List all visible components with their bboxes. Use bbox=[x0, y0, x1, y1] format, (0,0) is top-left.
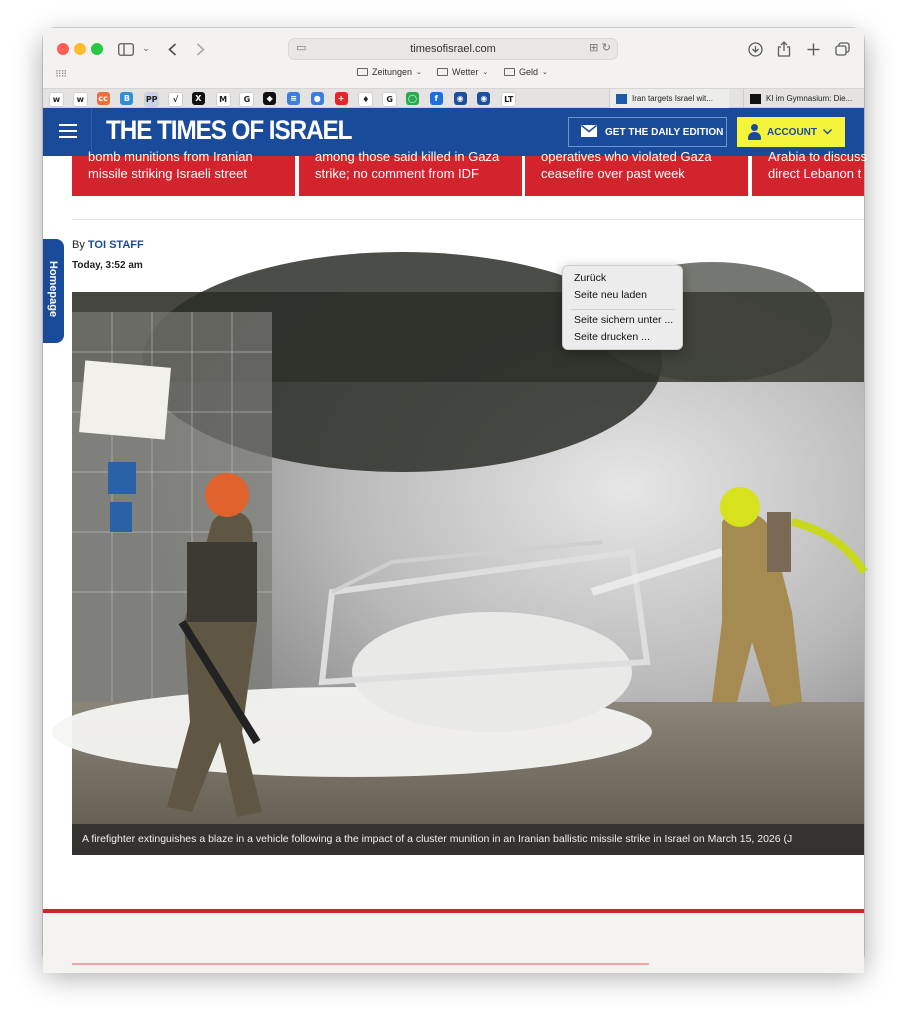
times-of-israel-favicon bbox=[616, 94, 627, 104]
headline-line: bomb munitions from Iranian bbox=[88, 149, 253, 164]
bookmark-label: Wetter bbox=[452, 67, 479, 77]
browser-window bbox=[43, 28, 867, 966]
minimize-window-button[interactable] bbox=[74, 43, 86, 55]
pinned-tab-favicon[interactable]: M bbox=[216, 92, 231, 107]
account-button[interactable] bbox=[737, 117, 845, 147]
chevron-down-icon[interactable]: ⌄ bbox=[142, 44, 150, 54]
pinned-tab-favicon[interactable]: w bbox=[73, 92, 88, 107]
caption-bar bbox=[72, 824, 864, 855]
page-footer bbox=[43, 913, 864, 973]
pinned-tab-favicon[interactable]: ♦ bbox=[358, 92, 373, 107]
menu-icon[interactable] bbox=[59, 124, 77, 138]
byline-prefix: By bbox=[72, 239, 85, 251]
daily-edition-label: GET THE DAILY EDITION bbox=[605, 126, 724, 138]
pinned-tab-favicon[interactable]: LT bbox=[501, 92, 516, 107]
site-logo[interactable]: THE TIMES OF ISRAEL bbox=[106, 115, 352, 145]
article-photo bbox=[72, 292, 864, 855]
headline-line: strike; no comment from IDF bbox=[315, 166, 479, 181]
new-tab-icon[interactable] bbox=[805, 38, 821, 60]
homepage-label: Homepage bbox=[47, 260, 59, 318]
bookmarks-bar bbox=[43, 64, 864, 84]
translate-reload-icon[interactable]: ⊞ ↻ bbox=[589, 41, 611, 54]
bookmark-folder-zeitungen[interactable] bbox=[357, 67, 422, 77]
address-bar[interactable] bbox=[288, 38, 618, 60]
pinned-tab-favicon[interactable]: ≡ bbox=[287, 92, 300, 105]
pinned-tab-favicon[interactable]: ◯ bbox=[406, 92, 419, 105]
url-text: timesofisrael.com bbox=[410, 43, 496, 55]
download-icon[interactable] bbox=[747, 38, 763, 60]
headline-card[interactable] bbox=[299, 149, 522, 196]
nzz-favicon bbox=[750, 94, 761, 104]
context-menu bbox=[562, 265, 683, 350]
photo-illustration bbox=[72, 292, 864, 855]
pinned-tab-favicon[interactable]: ● bbox=[311, 92, 324, 105]
headline-card[interactable] bbox=[525, 149, 748, 196]
footer-accent-line bbox=[72, 963, 649, 965]
chevron-down-icon: ⌄ bbox=[482, 69, 489, 76]
headline-line: among those said killed in Gaza bbox=[315, 149, 500, 164]
bookmark-label: Zeitungen bbox=[372, 67, 413, 77]
context-item-back[interactable]: Zurück bbox=[574, 272, 607, 284]
daily-edition-button[interactable] bbox=[568, 117, 727, 147]
share-icon[interactable] bbox=[776, 38, 792, 60]
chevron-down-icon: ⌄ bbox=[416, 69, 422, 76]
zoom-window-button[interactable] bbox=[91, 43, 103, 55]
headline-line: Arabia to discuss bbox=[768, 149, 867, 164]
headline-card[interactable] bbox=[72, 149, 295, 196]
back-button[interactable] bbox=[165, 38, 179, 60]
tab-label: Iran targets Israel wit... bbox=[632, 94, 713, 103]
close-window-button[interactable] bbox=[57, 43, 69, 55]
browser-toolbar bbox=[43, 28, 864, 88]
pinned-tab-favicon[interactable]: √ bbox=[168, 92, 183, 107]
pinned-tab-favicon[interactable]: ◆ bbox=[263, 92, 276, 105]
pinned-tab-favicon[interactable]: w bbox=[49, 92, 64, 107]
divider bbox=[72, 219, 864, 220]
folder-icon bbox=[437, 68, 448, 76]
tab-label: KI im Gymnasium: Die... bbox=[766, 94, 853, 103]
pinned-tab-favicon[interactable]: ◉ bbox=[454, 92, 467, 105]
bookmark-folder-wetter[interactable] bbox=[437, 67, 488, 77]
bookmark-label: Geld bbox=[519, 67, 539, 77]
pinned-tab-favicon[interactable]: B bbox=[120, 92, 133, 105]
bookmark-folder-geld[interactable] bbox=[504, 67, 548, 77]
pinned-tab-favicon[interactable]: ◉ bbox=[477, 92, 490, 105]
chevron-down-icon: ⌄ bbox=[542, 69, 548, 76]
headline-card[interactable] bbox=[752, 149, 867, 196]
context-separator bbox=[571, 309, 675, 310]
pinned-tab-favicon[interactable]: cc bbox=[98, 94, 108, 103]
chevron-down-icon bbox=[823, 127, 832, 138]
headline-line: operatives who violated Gaza bbox=[541, 149, 712, 164]
account-label: ACCOUNT bbox=[767, 126, 817, 138]
pinned-tab-favicon[interactable]: X bbox=[192, 92, 205, 105]
page-content bbox=[43, 149, 867, 966]
pinned-tab-favicon[interactable]: G bbox=[239, 92, 254, 107]
forward-button[interactable] bbox=[193, 38, 207, 60]
pinned-tab-favicon[interactable]: G bbox=[382, 92, 397, 107]
person-icon bbox=[747, 124, 761, 140]
mail-icon bbox=[581, 125, 597, 140]
context-item-reload[interactable]: Seite neu laden bbox=[574, 289, 647, 301]
headline-line: ceasefire over past week bbox=[541, 166, 685, 181]
apps-grid-icon[interactable]: ⠿⠿ bbox=[55, 69, 67, 79]
pinned-tab-favicon[interactable]: PP bbox=[144, 92, 159, 107]
tab-ki-im-gymnasium[interactable] bbox=[743, 89, 864, 108]
sidebar-toggle-icon[interactable] bbox=[117, 38, 135, 60]
photo-caption: A firefighter extinguishes a blaze in a vehicle following a the impact of a cluster munition in an Iranian ballistic missile strike in Israel on March 15, 2026 (J bbox=[82, 833, 793, 845]
author-link[interactable]: TOI STAFF bbox=[87, 239, 144, 251]
folder-icon bbox=[504, 68, 515, 76]
tab-iran-targets-israel[interactable] bbox=[609, 89, 729, 108]
context-item-print[interactable]: Seite drucken ... bbox=[574, 331, 650, 343]
headline-line: direct Lebanon t bbox=[768, 166, 862, 181]
page-settings-icon[interactable]: ▭ bbox=[296, 41, 307, 54]
pinned-tab-favicon[interactable]: + bbox=[335, 92, 348, 105]
headline-line: missile striking Israeli street bbox=[88, 166, 247, 181]
folder-icon bbox=[357, 68, 368, 76]
byline bbox=[72, 239, 144, 251]
homepage-side-tab[interactable] bbox=[43, 239, 64, 343]
publish-date: Today, 3:52 am bbox=[72, 260, 143, 271]
tab-bar bbox=[43, 88, 864, 108]
tab-overview-icon[interactable] bbox=[834, 38, 850, 60]
pinned-tab-favicon[interactable]: f bbox=[430, 92, 443, 105]
context-item-save-as[interactable]: Seite sichern unter ... bbox=[574, 314, 674, 326]
